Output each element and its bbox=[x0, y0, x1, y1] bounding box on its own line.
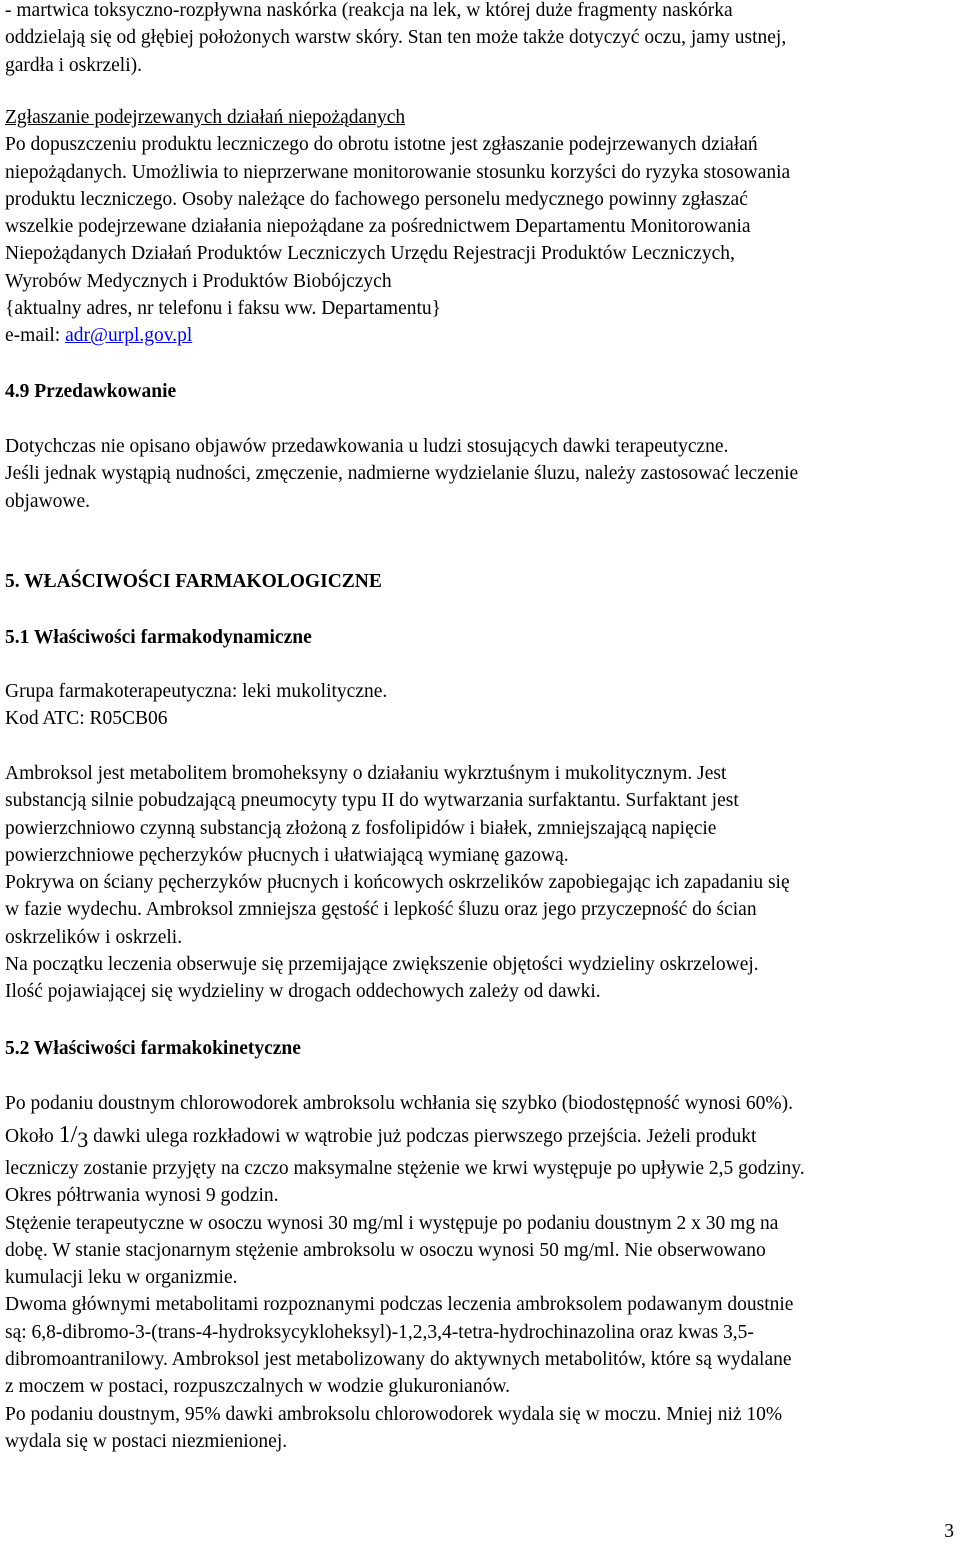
text-line: Dotychczas nie opisano objawów przedawkowania u ludzi stosujących dawki terapeutyczne. bbox=[5, 436, 729, 457]
section-5-2-body bbox=[5, 1155, 955, 1455]
section-5-2-line-1: Po podaniu doustnym chlorowodorek ambroksolu wchłania się szybko (biodostępność wynosi 60%). bbox=[5, 1093, 794, 1114]
text-line: Po podaniu doustnym, 95% dawki ambroksolu chlorowodorek wydala się w moczu. Mniej niż 10% bbox=[5, 1403, 783, 1425]
email-link[interactable]: adr@urpl.gov.pl bbox=[65, 325, 193, 347]
fraction-numerator: 1 bbox=[58, 1122, 71, 1148]
text-line: wydala się w postaci niezmienionej. bbox=[5, 1430, 288, 1452]
text-line: Pokrywa on ściany pęcherzyków płucnych i końcowych oskrzelików zapobiegając ich zapadaniu się bbox=[5, 872, 790, 894]
text-segment: Około bbox=[5, 1126, 59, 1147]
text-line: dobę. W stanie stacjonarnym stężenie ambroksolu w osoczu wynosi 50 mg/ml. Nie obserwowano bbox=[5, 1239, 766, 1261]
reporting-heading: Zgłaszanie podejrzewanych działań niepożądanych bbox=[5, 107, 406, 128]
text-line: Na początku leczenia obserwuje się przemijające zwiększenie objętości wydzieliny oskrzelowej. bbox=[5, 954, 759, 976]
section-5-1-body bbox=[5, 760, 955, 1006]
text-line: Stężenie terapeutyczne w osoczu wynosi 30 mg/ml i występuje po podaniu doustnym 2 x 30 mg na bbox=[5, 1212, 779, 1234]
text-line: niepożądanych. Umożliwia to nieprzerwane monitorowanie stosunku korzyści do ryzyka stosowania bbox=[5, 161, 791, 183]
section-4-9-heading: 4.9 Przedawkowanie bbox=[5, 381, 177, 402]
text-line: Po dopuszczeniu produktu leczniczego do obrotu istotne jest zgłaszanie podejrzewanych działań bbox=[5, 134, 758, 156]
text-line: substancją silnie pobudzającą pneumocyty typu II do wytwarzania surfaktantu. Surfaktant jest bbox=[5, 790, 739, 812]
text-line: Ilość pojawiającej się wydzieliny w drogach oddechowych zależy od dawki. bbox=[5, 981, 601, 1003]
text-line: Ambroksol jest metabolitem bromoheksyny o działaniu wykrztuśnym i mukolitycznym. Jest bbox=[5, 763, 727, 784]
text-line: Wyrobów Medycznych i Produktów Biobójczych bbox=[5, 270, 392, 292]
text-line: powierzchniowe pęcherzyków płucnych i ułatwiającą wymianę gazową. bbox=[5, 844, 569, 866]
text-line: Dwoma głównymi metabolitami rozpoznanymi podczas leczenia ambroksolem podawanym doustnie bbox=[5, 1294, 794, 1316]
text-line: wszelkie podejrzewane działania niepożądane za pośrednictwem Departamentu Monitorowania bbox=[5, 216, 751, 238]
email-label: e-mail: bbox=[5, 325, 66, 347]
text-line: z moczem w postaci, rozpuszczalnych w wodzie glukuronianów. bbox=[5, 1376, 511, 1398]
text-line: gardła i oskrzeli). bbox=[5, 54, 142, 76]
text-line: Jeśli jednak wystąpią nudności, zmęczenie, nadmierne wydzielanie śluzu, należy zastosować leczenie bbox=[5, 463, 799, 485]
text-line: oskrzelików i oskrzeli. bbox=[5, 926, 183, 948]
text-line: oddzielają się od głębiej położonych warstw skóry. Stan ten może także dotyczyć oczu, jamy ustnej, bbox=[5, 27, 787, 49]
text-line: powierzchniowo czynną substancją złożoną z fosfolipidów i białek, zmniejszającą napięcie bbox=[5, 817, 717, 839]
fraction-slash: / bbox=[70, 1122, 78, 1148]
text-line: leczniczy zostanie przyjęty na czczo maksymalne stężenie we krwi występuje po upływie 2,5 godziny. bbox=[5, 1158, 805, 1179]
atc-code: Kod ATC: R05CB06 bbox=[5, 708, 168, 729]
section-5-1-heading: 5.1 Właściwości farmakodynamiczne bbox=[5, 627, 312, 648]
page-number: 3 bbox=[944, 1521, 954, 1542]
email-line bbox=[5, 322, 955, 349]
text-line: objawowe. bbox=[5, 490, 91, 512]
text-line: Okres półtrwania wynosi 9 godzin. bbox=[5, 1185, 279, 1207]
pharmacotherapeutic-group: Grupa farmakoterapeutyczna: leki mukolityczne. bbox=[5, 681, 388, 702]
text-line: dibromoantranilowy. Ambroksol jest metabolizowany do aktywnych metabolitów, które są wydalane bbox=[5, 1349, 792, 1371]
text-line: - martwica toksyczno-rozpływna naskórka (reakcja na lek, w której duże fragmenty naskórka bbox=[5, 0, 733, 21]
section-5-heading: 5. WŁAŚCIWOŚCI FARMAKOLOGICZNE bbox=[5, 571, 382, 592]
section-5-2-heading: 5.2 Właściwości farmakokinetyczne bbox=[5, 1038, 301, 1059]
text-line: Niepożądanych Działań Produktów Leczniczych Urzędu Rejestracji Produktów Leczniczych, bbox=[5, 243, 735, 265]
text-segment: dawki ulega rozkładowi w wątrobie już podczas pierwszego przejścia. Jeżeli produkt bbox=[88, 1126, 757, 1147]
text-line: są: 6,8-dibromo-3-(trans-4-hydroksycykloheksyl)-1,2,3,4-tetra-hydrochinazolina oraz kwas 3,5- bbox=[5, 1321, 754, 1343]
fraction-line bbox=[5, 1121, 955, 1150]
text-line: produktu leczniczego. Osoby należące do fachowego personelu medycznego powinny zgłaszać bbox=[5, 188, 748, 210]
text-line: kumulacji leku w organizmie. bbox=[5, 1267, 238, 1289]
text-line: w fazie wydechu. Ambroksol zmniejsza gęstość i lepkość śluzu oraz jego przyczepność do ścian bbox=[5, 899, 757, 921]
fraction-denominator: 3 bbox=[77, 1127, 89, 1152]
section-5-2-line-2 bbox=[5, 1121, 955, 1150]
intro-paragraph bbox=[5, 0, 955, 79]
text-line: {aktualny adres, nr telefonu i faksu ww. Departamentu} bbox=[5, 298, 442, 320]
section-4-9-body bbox=[5, 433, 955, 515]
reporting-section bbox=[5, 104, 955, 350]
